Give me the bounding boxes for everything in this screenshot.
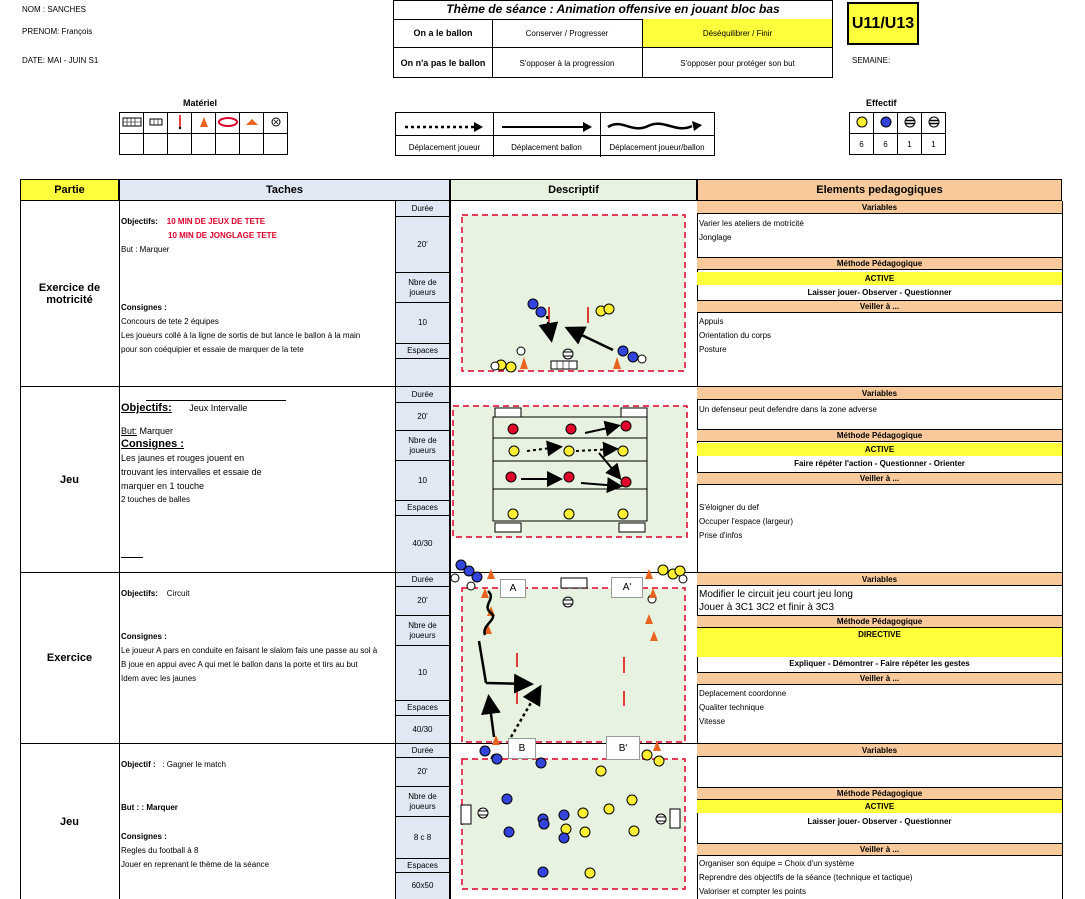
objectif: Jeux Intervalle bbox=[189, 403, 248, 413]
duree-col-3 bbox=[395, 573, 450, 743]
consignes-label: Consignes : bbox=[121, 632, 167, 641]
methode-value: ACTIVE bbox=[697, 272, 1062, 285]
veiller-item: Qualiter technique bbox=[699, 703, 764, 712]
diagram-2 bbox=[453, 406, 687, 537]
effectif-title: Effectif bbox=[866, 98, 897, 108]
consignes-line: Idem avec les jaunes bbox=[121, 674, 197, 683]
duree-col-1 bbox=[395, 201, 450, 386]
espaces-value: 40/30 bbox=[396, 515, 449, 572]
effectif-count: 1 bbox=[898, 134, 922, 155]
duree-label: Durée bbox=[411, 389, 434, 399]
row2-b: S'opposer pour protéger son but bbox=[680, 58, 795, 68]
methode-detail: Expliquer - Démontrer - Faire répéter les gestes bbox=[789, 659, 970, 668]
row1-consignes bbox=[121, 301, 360, 357]
variables-bar: Variables bbox=[697, 387, 1062, 400]
methode-detail: Laisser jouer- Observer - Questionner bbox=[807, 288, 952, 297]
variables-list bbox=[699, 588, 853, 614]
consignes-line: Concours de tete 2 équipes bbox=[121, 317, 219, 326]
consignes-line: B joue en appui avec A qui met le ballon dans la porte et tirs au but bbox=[121, 660, 358, 669]
row1-label: On a le ballon bbox=[394, 19, 493, 47]
veiller-bar: Veiller à ... bbox=[697, 472, 1062, 485]
col-partie: Partie bbox=[20, 179, 119, 201]
row3-consignes bbox=[121, 630, 377, 686]
methode-detail: Laisser jouer- Observer - Questionner bbox=[807, 817, 952, 826]
methode-bar: Méthode Pédagogique bbox=[697, 429, 1062, 442]
flat-cone-icon bbox=[240, 113, 264, 134]
hoop-icon bbox=[216, 113, 240, 134]
but: But : Marquer bbox=[121, 245, 170, 254]
nbre-label: Nbre de joueurs bbox=[396, 615, 449, 645]
duree-value: 20' bbox=[396, 402, 449, 430]
veiller-bar: Veiller à ... bbox=[697, 300, 1062, 313]
col-descriptif: Descriptif bbox=[450, 179, 697, 201]
consignes-line: Les jaunes et rouges jouent en bbox=[121, 453, 245, 463]
espaces-label: Espaces bbox=[396, 700, 449, 715]
veiller-item: Prise d'infos bbox=[699, 531, 743, 540]
consignes-line: Jouer en reprenant le thème de la séance bbox=[121, 860, 270, 869]
consignes-line: pour son coéquipier et essaie de marquer de la tete bbox=[121, 345, 304, 354]
partie-2: Jeu bbox=[60, 473, 79, 486]
duree-label: Durée bbox=[411, 745, 434, 755]
duree-value: 20' bbox=[396, 216, 449, 272]
yellow-player-icon bbox=[850, 113, 874, 134]
semaine-label: SEMAINE: bbox=[852, 56, 891, 65]
diagram-3 bbox=[451, 560, 687, 764]
duree-label: Durée bbox=[411, 574, 434, 584]
col-elements: Elements pedagogiques bbox=[697, 179, 1062, 201]
diagram-4 bbox=[461, 741, 685, 889]
objectifs-label: Objectifs: bbox=[121, 217, 158, 226]
date-label: DATE: MAI - JUIN S1 bbox=[22, 56, 99, 65]
nbre-label: Nbre de joueurs bbox=[396, 430, 449, 460]
row3-tasks bbox=[121, 587, 189, 601]
objectifs-label: Objectif : bbox=[121, 760, 156, 769]
effectif-table bbox=[849, 112, 946, 155]
espaces-value: 40/30 bbox=[396, 715, 449, 743]
cone-icon bbox=[192, 113, 216, 134]
label-a-prime: A' bbox=[611, 577, 643, 598]
consignes-line: marquer en 1 touche bbox=[121, 481, 205, 491]
veiller-item: Vitesse bbox=[699, 717, 726, 726]
deplacement-legend bbox=[395, 112, 715, 156]
methode-bar: Méthode Pédagogique bbox=[697, 615, 1062, 628]
effectif-count: 6 bbox=[874, 134, 898, 155]
methode-value: ACTIVE bbox=[697, 443, 1062, 456]
consignes-label: Consignes : bbox=[121, 303, 167, 312]
variables-bar: Variables bbox=[697, 201, 1062, 214]
veiller-list bbox=[699, 501, 793, 543]
variables-list bbox=[699, 217, 804, 245]
methode-bar: Méthode Pédagogique bbox=[697, 787, 1062, 800]
veiller-bar: Veiller à ... bbox=[697, 672, 1062, 685]
nbre-label: Nbre de joueurs bbox=[396, 272, 449, 302]
col-taches: Taches bbox=[119, 179, 450, 201]
consignes-line: Le joueur A pars en conduite en faisant le slalom fais une passe au sol à bbox=[121, 646, 378, 655]
veiller-item: Valoriser et compter les points bbox=[699, 887, 807, 896]
but-label: But: bbox=[121, 426, 138, 436]
variable-item: Varier les ateliers de motricité bbox=[699, 219, 804, 228]
partie-3: Exercice bbox=[46, 652, 93, 664]
variables-bar: Variables bbox=[697, 744, 1062, 757]
goalkeeper-icon bbox=[898, 113, 922, 134]
consignes-label: Consignes : bbox=[121, 832, 167, 841]
label-b-prime: B' bbox=[606, 736, 640, 760]
veiller-list bbox=[699, 857, 912, 899]
row2-label: On n'a pas le ballon bbox=[394, 48, 493, 78]
methode-detail: Faire répéter l'action - Questionner - Orienter bbox=[794, 459, 965, 468]
veiller-bar: Veiller à ... bbox=[697, 843, 1062, 856]
consignes-line: 2 touches de balles bbox=[121, 495, 190, 504]
pole-icon bbox=[168, 113, 192, 134]
espaces-label: Espaces bbox=[396, 500, 449, 515]
espaces-label: Espaces bbox=[396, 858, 449, 872]
consignes-line: trouvant les intervalles et essaie de bbox=[121, 467, 262, 477]
methode-value: DIRECTIVE bbox=[697, 628, 1062, 657]
nbre-label: Nbre de joueurs bbox=[396, 786, 449, 816]
veiller-item: Organiser son équipe = Choix d'un système bbox=[699, 859, 855, 868]
goal-icon bbox=[120, 113, 144, 134]
blue-player-icon bbox=[874, 113, 898, 134]
variable-item: Un defenseur peut defendre dans la zone adverse bbox=[699, 405, 877, 414]
label-b: B bbox=[508, 738, 536, 759]
espaces-label: Espaces bbox=[396, 343, 449, 358]
category-badge: U11/U13 bbox=[847, 2, 919, 45]
descriptif-diagrams bbox=[451, 201, 697, 899]
prenom-label: PRENOM: François bbox=[22, 27, 93, 36]
theme-box bbox=[393, 0, 833, 78]
row1-a: Conserver / Progresser bbox=[492, 19, 643, 47]
partie-4: Jeu bbox=[60, 815, 79, 828]
consignes-label: Consignes : bbox=[121, 438, 184, 450]
objectif: : Gagner le match bbox=[162, 760, 226, 769]
nbre-value: 10 bbox=[396, 645, 449, 700]
row1-tasks bbox=[121, 215, 277, 257]
nbre-value: 10 bbox=[396, 302, 449, 343]
effectif-count: 6 bbox=[850, 134, 874, 155]
objectif-2: 10 MIN DE JONGLAGE TETE bbox=[168, 231, 277, 240]
materiel-title: Matériel bbox=[183, 98, 218, 108]
legend-joueur: Déplacement joueur bbox=[396, 135, 493, 158]
small-goal-icon bbox=[144, 113, 168, 134]
row1-b: Déséquilibrer / Finir bbox=[643, 19, 832, 47]
methode-value: ACTIVE bbox=[697, 800, 1062, 813]
duree-value: 20' bbox=[396, 757, 449, 786]
row4-consignes bbox=[121, 830, 269, 872]
partie-1: Exercice de motricité bbox=[38, 281, 101, 306]
espaces-value bbox=[396, 358, 449, 386]
veiller-list bbox=[699, 687, 786, 729]
variable-item: Jouer à 3C1 3C2 et finir à 3C3 bbox=[699, 602, 835, 613]
row4-tasks bbox=[121, 758, 226, 772]
objectifs-label: Objectifs: bbox=[121, 402, 172, 414]
legend-joueur-ballon: Déplacement joueur/ballon bbox=[600, 135, 714, 158]
veiller-item: Occuper l'espace (largeur) bbox=[699, 517, 794, 526]
diagram-1 bbox=[462, 215, 685, 372]
variables-list bbox=[699, 403, 877, 417]
veiller-item: S'éloigner du def bbox=[699, 503, 759, 512]
nom-label: NOM : SANCHES bbox=[22, 5, 87, 14]
row2-tasks bbox=[121, 401, 262, 507]
duree-col-4 bbox=[395, 744, 450, 899]
row2-a: S'opposer à la progression bbox=[492, 48, 643, 78]
nbre-value: 10 bbox=[396, 460, 449, 500]
but: Marquer bbox=[137, 426, 174, 436]
objectifs-label: Objectifs: bbox=[121, 589, 158, 598]
veiller-item: Appuis bbox=[699, 317, 724, 326]
veiller-list bbox=[699, 315, 771, 357]
legend-ballon: Déplacement ballon bbox=[493, 135, 600, 158]
materiel-table bbox=[119, 112, 288, 155]
duree-value: 20' bbox=[396, 586, 449, 615]
variable-item: Jonglage bbox=[699, 233, 732, 242]
consignes-line: Regles du football à 8 bbox=[121, 846, 199, 855]
veiller-item: Deplacement coordonne bbox=[699, 689, 787, 698]
label-a: A bbox=[500, 579, 526, 598]
methode-bar: Méthode Pédagogique bbox=[697, 257, 1062, 270]
effectif-count: 1 bbox=[922, 134, 946, 155]
but: But : : Marquer bbox=[121, 803, 178, 812]
variables-bar: Variables bbox=[697, 573, 1062, 586]
theme-title: Thème de séance : Animation offensive en jouant bloc bas bbox=[394, 1, 832, 20]
goalkeeper-icon-2 bbox=[922, 113, 946, 134]
espaces-value: 60x50 bbox=[396, 872, 449, 899]
ball-icon bbox=[264, 113, 288, 134]
veiller-item: Posture bbox=[699, 345, 727, 354]
duree-label: Durée bbox=[411, 203, 434, 213]
veiller-item: Reprendre des objectifs de la séance (technique et tactique) bbox=[699, 873, 913, 882]
objectif-1: 10 MIN DE JEUX DE TETE bbox=[166, 217, 266, 226]
consignes-line: Les joueurs collé à la ligne de sortis de but lance le ballon à la main bbox=[121, 331, 361, 340]
nbre-value: 8 c 8 bbox=[396, 816, 449, 858]
veiller-item: Orientation du corps bbox=[699, 331, 772, 340]
duree-col-2 bbox=[395, 387, 450, 572]
objectif: Circuit bbox=[166, 589, 190, 598]
variable-item: Modifier le circuit jeu court jeu long bbox=[699, 589, 853, 600]
